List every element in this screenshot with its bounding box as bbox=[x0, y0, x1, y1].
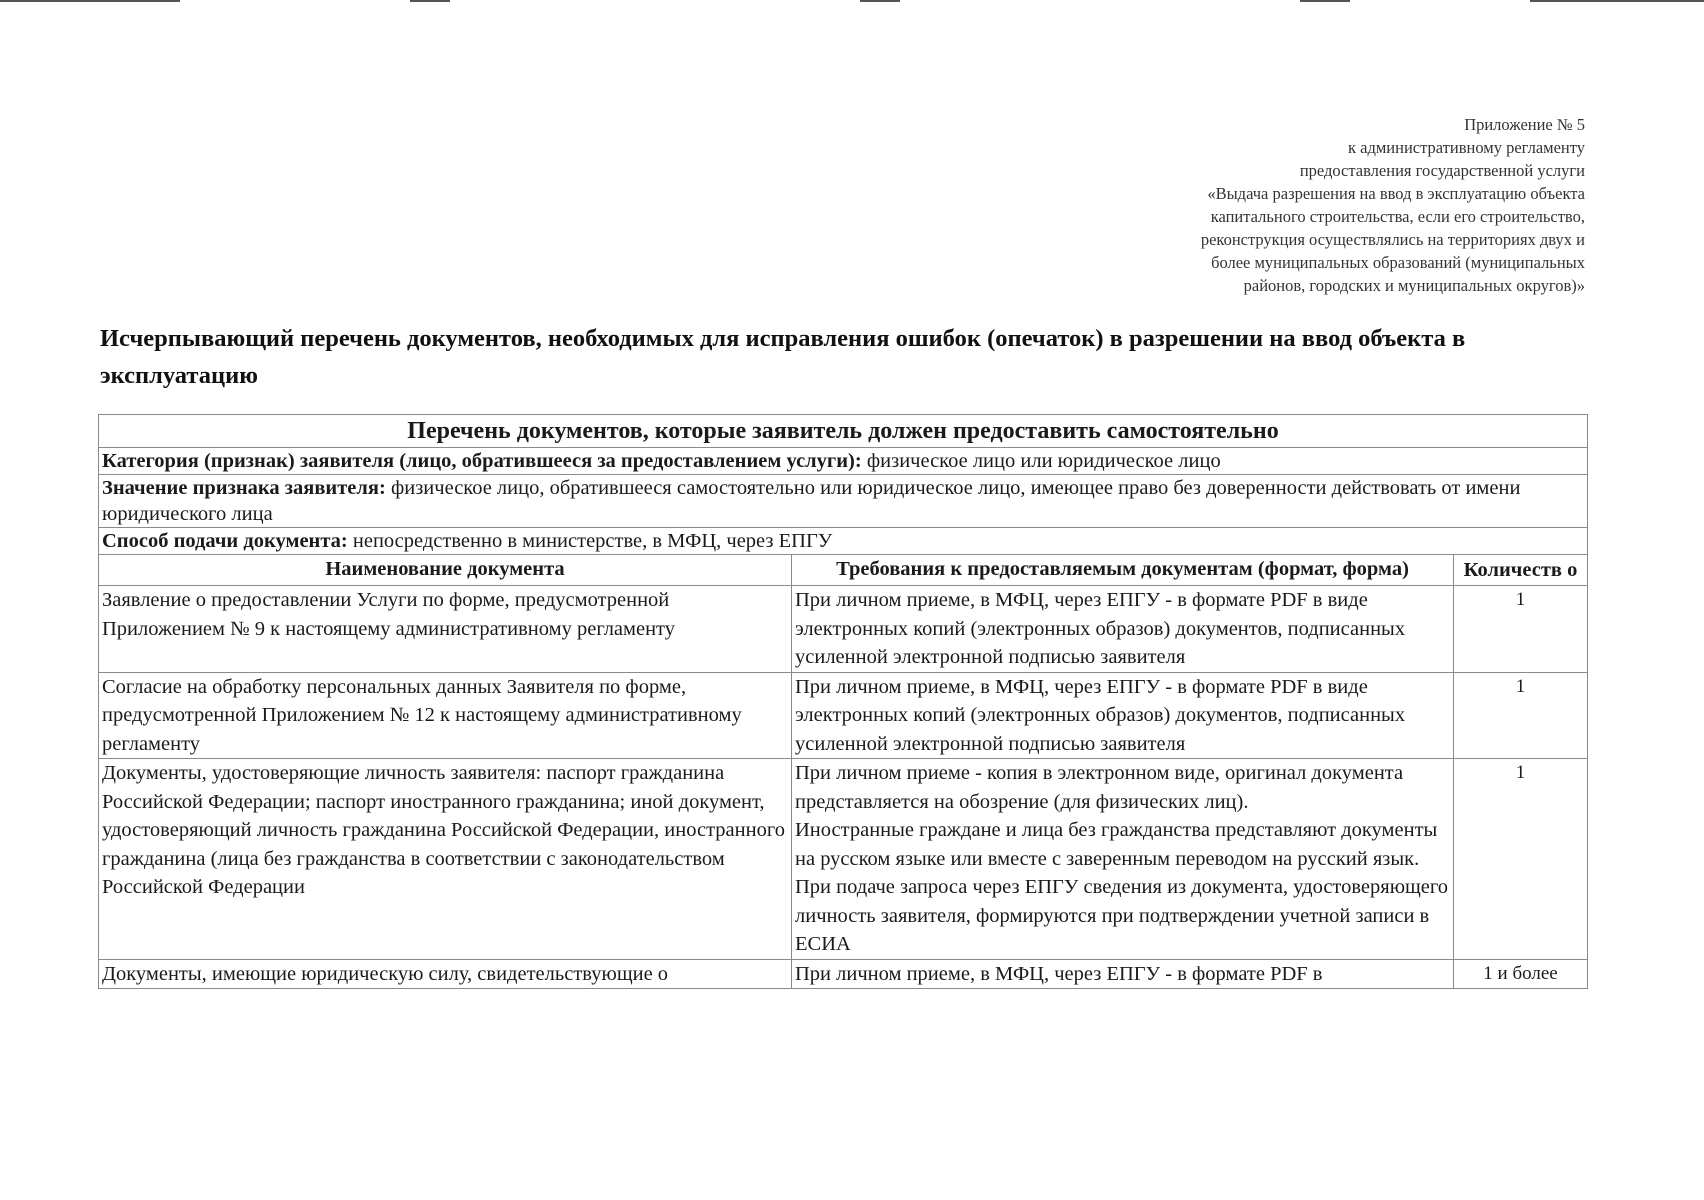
attribute-row bbox=[99, 475, 1588, 528]
scan-edge-mark bbox=[1300, 0, 1350, 2]
requirement-paragraph: При личном приеме, в МФЦ, через ЕПГУ - в формате PDF в виде электронных копий (электронных образов) документов, подписанных усиленной электронной подписью заявителя bbox=[795, 675, 1406, 755]
appendix-line: районов, городских и муниципальных округов)» bbox=[1243, 276, 1585, 295]
appendix-line: Приложение № 5 bbox=[1464, 115, 1585, 134]
table-row bbox=[99, 586, 1588, 673]
document-name: Документы, удостоверяющие личность заявителя: паспорт гражданина Российской Федерации; паспорт иностранного гражданина; иной документ, удостоверяющий личность гражданина Российской Федерации, иностранного гражданина (лица без гражданства в соответствии с законодательством Российской Федерации bbox=[99, 759, 792, 960]
category-value: физическое лицо или юридическое лицо bbox=[866, 450, 1221, 472]
document-title: Исчерпывающий перечень документов, необходимых для исправления ошибок (опечаток) в разрешении на ввод объекта в эксплуатацию bbox=[100, 325, 1466, 389]
category-cell bbox=[99, 448, 1588, 475]
requirement-paragraph: При личном приеме - копия в электронном виде, оригинал документа представляется на обозрение (для физических лиц). bbox=[795, 762, 1404, 813]
document-quantity: 1 bbox=[1454, 586, 1588, 673]
method-value: непосредственно в министерстве, в МФЦ, через ЕПГУ bbox=[352, 530, 833, 552]
table-row bbox=[99, 959, 1588, 989]
appendix-note bbox=[985, 113, 1585, 297]
scan-edge-mark bbox=[1530, 0, 1704, 2]
document-requirements bbox=[792, 959, 1454, 989]
document-requirements bbox=[792, 586, 1454, 673]
column-header-requirements: Требования к предоставляемым документам (формат, форма) bbox=[792, 555, 1454, 586]
table-row bbox=[99, 672, 1588, 759]
appendix-line: к административному регламенту bbox=[1348, 138, 1585, 157]
document-quantity: 1 и более bbox=[1454, 959, 1588, 989]
document-name: Заявление о предоставлении Услуги по форме, предусмотренной Приложением № 9 к настоящему административному регламенту bbox=[99, 586, 792, 673]
method-label: Способ подачи документа: bbox=[102, 530, 348, 552]
documents-table-container bbox=[98, 414, 1588, 1078]
scan-edge-mark bbox=[860, 0, 900, 2]
requirement-paragraph: При личном приеме, в МФЦ, через ЕПГУ - в формате PDF в виде электронных копий (электронных образов) документов, подписанных усиленной электронной подписью заявителя bbox=[795, 589, 1406, 668]
document-requirements bbox=[792, 672, 1454, 759]
scan-edge-mark bbox=[410, 0, 450, 2]
requirement-paragraph: При личном приеме, в МФЦ, через ЕПГУ - в формате PDF в bbox=[795, 962, 1323, 985]
document-name: Документы, имеющие юридическую силу, свидетельствующие о bbox=[99, 959, 792, 989]
column-header-quantity: Количеств о bbox=[1454, 555, 1588, 586]
table-row bbox=[99, 759, 1588, 960]
table-header: Перечень документов, которые заявитель должен предоставить самостоятельно bbox=[99, 415, 1588, 448]
attribute-cell bbox=[99, 475, 1588, 528]
appendix-line: предоставления государственной услуги bbox=[1299, 161, 1585, 180]
document-name: Согласие на обработку персональных данных Заявителя по форме, предусмотренной Приложением № 12 к настоящему административному регламенту bbox=[99, 672, 792, 759]
appendix-line: капитального строительства, если его строительство, bbox=[1210, 207, 1585, 226]
appendix-line: более муниципальных образований (муниципальных bbox=[1211, 253, 1585, 272]
column-header-row bbox=[99, 555, 1588, 586]
requirement-paragraph: При подаче запроса через ЕПГУ сведения из документа, удостоверяющего личность заявителя, формируются при подтверждении учетной записи в ЕСИА bbox=[795, 876, 1449, 955]
table-header-row bbox=[99, 415, 1588, 448]
document-requirements bbox=[792, 759, 1454, 960]
scan-edge-mark bbox=[0, 0, 180, 2]
attribute-value: физическое лицо, обратившееся самостоятельно или юридическое лицо, имеющее право без доверенности действовать от имени юридического лица bbox=[102, 477, 1521, 525]
attribute-label: Значение признака заявителя: bbox=[102, 477, 386, 499]
category-label: Категория (признак) заявителя (лицо, обратившееся за предоставлением услуги): bbox=[102, 450, 862, 472]
method-cell bbox=[99, 528, 1588, 555]
category-row bbox=[99, 448, 1588, 475]
column-header-name: Наименование документа bbox=[99, 555, 792, 586]
requirement-paragraph: Иностранные граждане и лица без гражданства представляют документы на русском языке или вместе с заверенным переводом на русский язык. bbox=[795, 819, 1438, 870]
document-quantity: 1 bbox=[1454, 759, 1588, 960]
appendix-line: «Выдача разрешения на ввод в эксплуатацию объекта bbox=[1207, 184, 1585, 203]
document-quantity: 1 bbox=[1454, 672, 1588, 759]
method-row bbox=[99, 528, 1588, 555]
documents-table bbox=[98, 414, 1588, 989]
appendix-line: реконструкция осуществлялись на территориях двух и bbox=[1200, 230, 1585, 249]
